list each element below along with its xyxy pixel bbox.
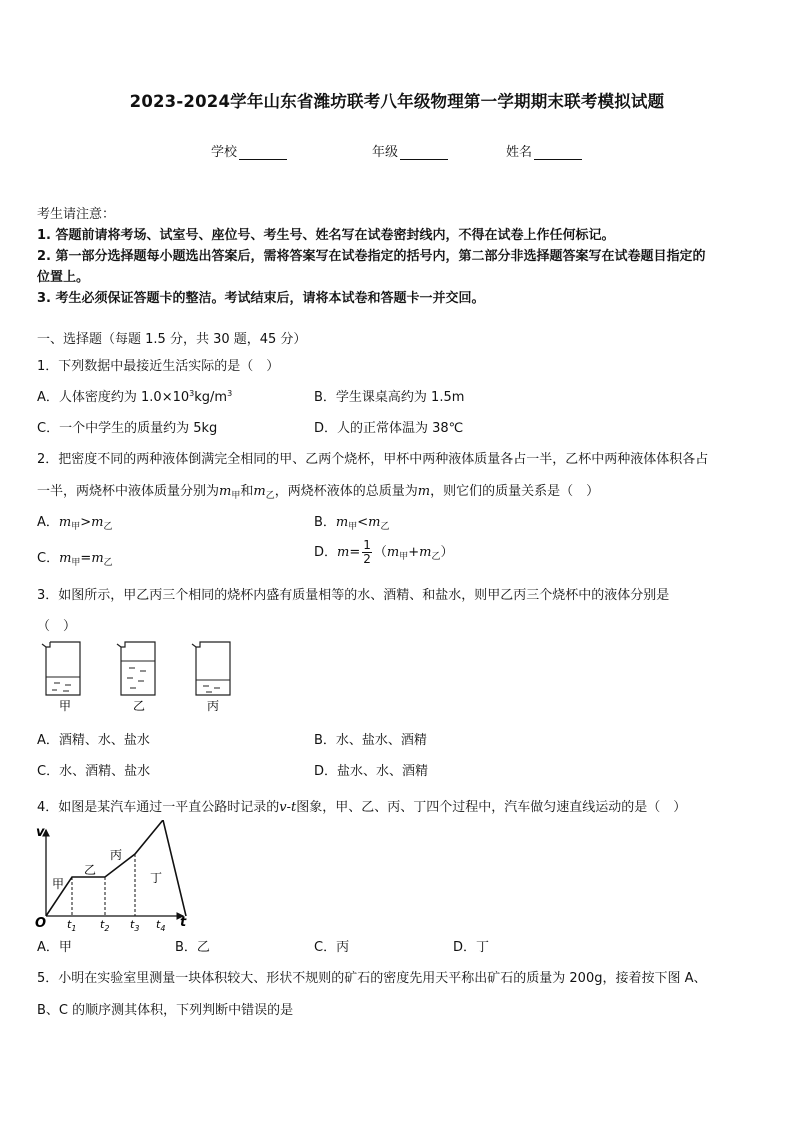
q2-option-b <box>314 511 390 532</box>
m-symbol: m <box>59 551 72 566</box>
sub-jia: 甲 <box>399 552 409 562</box>
q1-option-c: C．一个中学生的质量约为 5kg <box>37 421 218 436</box>
beaker-label-jia: 甲 <box>59 699 72 713</box>
notice-item: 1. 答题前请将考场、试室号、座位号、考生号、姓名写在试卷密封线内，不得在试卷上作任何标记。 <box>37 228 615 243</box>
notice-item: 位置上。 <box>37 270 90 285</box>
fraction-one-half <box>362 539 372 566</box>
beaker-label-yi: 乙 <box>133 699 146 713</box>
m-symbol: m <box>368 515 381 530</box>
sub-jia: 甲 <box>348 522 358 532</box>
beaker-label-bing: 丙 <box>207 699 220 713</box>
school-label: 学校 <box>211 145 238 160</box>
q1-option-d: D．人的正常体温为 38℃ <box>314 421 464 436</box>
q2-stem-text: ，则它们的质量关系是（ ） <box>430 484 600 499</box>
operator: < <box>357 515 369 530</box>
q2-stem-text: 一半，两烧杯中液体质量分别为 <box>37 484 220 499</box>
operator: + <box>408 545 420 560</box>
q3-option-d: D．盐水、水、酒精 <box>314 764 429 779</box>
origin-label: O <box>35 916 47 931</box>
beaker-jia <box>42 642 80 695</box>
q2-option-c <box>37 547 113 568</box>
sub-yi: 乙 <box>103 522 113 532</box>
tick-label-t4 <box>156 918 165 932</box>
m-symbol: m <box>253 484 266 499</box>
section-heading: 一、选择题（每题 1.5 分，共 30 题，45 分） <box>37 332 307 347</box>
notice-item: 3. 考生必须保证答题卡的整洁。考试结束后，请将本试卷和答题卡一并交回。 <box>37 291 485 306</box>
name-label: 姓名 <box>506 145 533 160</box>
beaker-bing <box>192 642 230 695</box>
m-symbol: m <box>386 545 400 560</box>
q1-a-sup2: 3 <box>227 389 233 398</box>
school-field <box>211 141 287 160</box>
tick-sub: 4 <box>160 924 166 932</box>
question-2-stem-2 <box>37 480 599 501</box>
segment-label-bing: 丙 <box>110 848 123 862</box>
segment-label-ding: 丁 <box>150 871 163 885</box>
option-label: A． <box>37 515 59 530</box>
question-4-stem <box>37 796 686 815</box>
page-title: 2023-2024学年山东省潍坊联考八年级物理第一学期期末联考模拟试题 <box>129 92 665 111</box>
m-symbol: m <box>58 515 72 530</box>
sub-jia: 甲 <box>231 491 241 501</box>
option-label: B． <box>314 515 336 530</box>
notice-heading: 考生请注意： <box>37 207 116 222</box>
segment-label-yi: 乙 <box>84 863 97 877</box>
notice-item: 2. 第一部分选择题每小题选出答案后，需将答案写在试卷指定的括号内，第二部分非选择题答案写在试卷题目指定的 <box>37 249 706 264</box>
m-symbol: m <box>417 484 431 499</box>
t-axis-label: t <box>180 915 187 930</box>
operator: = <box>80 551 92 566</box>
operator: > <box>80 515 92 530</box>
tick-label-t2 <box>100 918 109 932</box>
q3-option-c: C．水、酒精、盐水 <box>37 764 151 779</box>
paren: （ <box>373 545 387 560</box>
question-5-stem-2: B、C 的顺序测其体积，下列判断中错误的是 <box>37 1003 294 1018</box>
m-symbol: m <box>219 484 232 499</box>
option-label: C． <box>37 551 60 566</box>
grade-field <box>372 141 448 160</box>
option-label: D． <box>314 545 338 560</box>
q1-option-b: B．学生课桌高约为 1.5m <box>314 390 465 405</box>
vt-symbol: v-t <box>279 800 297 815</box>
operator: = <box>349 545 361 560</box>
v-axis-label: v <box>36 825 45 840</box>
q2-option-d <box>314 539 454 566</box>
tick-t: t <box>100 918 105 931</box>
sub-jia: 甲 <box>71 558 81 568</box>
beaker-yi <box>117 642 155 695</box>
q3-option-a: A．酒精、水、盐水 <box>37 733 150 748</box>
tick-sub: 2 <box>104 924 110 932</box>
tick-sub: 1 <box>71 924 77 932</box>
grade-blank <box>400 146 448 160</box>
m-symbol: m <box>419 545 432 560</box>
q1-a-unit: kg/m <box>194 390 228 405</box>
name-field <box>506 141 582 160</box>
sub-jia: 甲 <box>71 522 81 532</box>
beakers-figure <box>36 640 246 720</box>
q4-option-d: D．丁 <box>453 940 490 955</box>
question-3-stem-1: 3．如图所示，甲乙丙三个相同的烧杯内盛有质量相等的水、酒精、和盐水，则甲乙丙三个烧杯中的液体分别是 <box>37 588 670 603</box>
q4-stem-text: 图象，甲、乙、丙、丁四个过程中，汽车做匀速直线运动的是（ ） <box>296 800 687 815</box>
tick-t: t <box>67 918 72 931</box>
paren: ） <box>440 545 454 560</box>
segment-label-jia: 甲 <box>52 877 65 891</box>
vt-graph <box>30 820 195 932</box>
q2-option-a <box>37 511 113 532</box>
grade-label: 年级 <box>372 145 399 160</box>
m-symbol: m <box>91 551 104 566</box>
vt-curve <box>46 820 186 916</box>
q2-stem-text: ，两烧杯液体的总质量为 <box>274 484 418 499</box>
tick-sub: 3 <box>134 924 140 932</box>
question-3-stem-2: （ ） <box>37 619 77 634</box>
sub-yi: 乙 <box>103 558 113 568</box>
m-symbol: m <box>335 515 349 530</box>
question-1-stem: 1．下列数据中最接近生活实际的是（ ） <box>37 359 280 374</box>
q4-option-c: C．丙 <box>314 940 350 955</box>
fraction-numerator: 1 <box>363 538 371 552</box>
school-blank <box>239 146 287 160</box>
sub-yi: 乙 <box>380 522 390 532</box>
q4-option-b: B．乙 <box>175 940 210 955</box>
q4-option-a: A．甲 <box>37 940 72 955</box>
name-blank <box>534 146 582 160</box>
fraction-denominator: 2 <box>363 552 371 566</box>
sub-yi: 乙 <box>265 491 275 501</box>
m-symbol: m <box>337 545 350 560</box>
q1-a-text: A．人体密度约为 1.0×10 <box>37 390 190 405</box>
tick-t: t <box>130 918 135 931</box>
q1-a-sup: 3 <box>189 389 195 398</box>
q2-stem-text: 和 <box>240 484 254 499</box>
q3-option-b: B．水、盐水、酒精 <box>314 733 427 748</box>
q1-option-a <box>37 386 232 405</box>
m-symbol: m <box>91 515 104 530</box>
sub-yi: 乙 <box>431 552 441 562</box>
question-5-stem-1: 5．小明在实验室里测量一块体积较大、形状不规则的矿石的密度先用天平称出矿石的质量为 200g，接着按下图 A、 <box>37 971 707 986</box>
q4-stem-text: 4．如图是某汽车通过一平直公路时记录的 <box>37 800 280 815</box>
tick-label-t3 <box>130 918 139 932</box>
question-2-stem-1: 2．把密度不同的两种液体倒满完全相同的甲、乙两个烧杯，甲杯中两种液体质量各占一半，乙杯中两种液体体积各占 <box>37 452 709 467</box>
tick-t: t <box>156 918 161 931</box>
tick-label-t1 <box>67 918 76 932</box>
